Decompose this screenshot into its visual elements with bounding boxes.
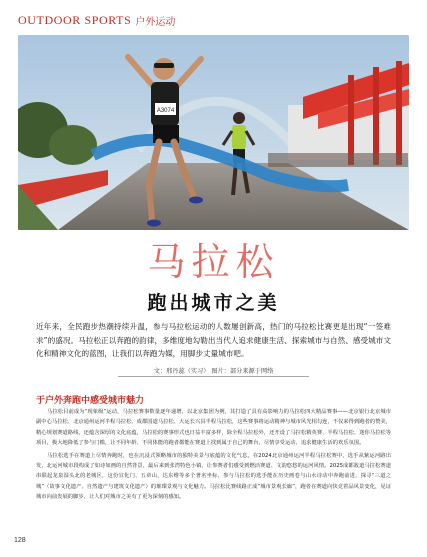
article-title: 马拉松 [147, 240, 280, 284]
title-block [0, 238, 427, 315]
section-label-en: OUTDOOR SPORTS [18, 12, 132, 27]
byline [0, 366, 427, 375]
byline-text: 文：邢丹蕊（实习） 图片：部分来源于网络 [153, 368, 274, 375]
page-number: 128 [14, 537, 26, 544]
marathon-finish-photo [18, 35, 409, 230]
article-subtitle: 跑出城市之美 [147, 292, 280, 314]
section-header [18, 12, 175, 28]
byline-rule [118, 376, 309, 377]
body-paragraph: 马拉松选手在赛道上尽情奔跑时，也在沉浸式领略城市的独特美景与底蕴的文化气息。在2024北京通州运河半程马拉松赛中，选手从紫运河路出发，北运河城市段构成了如诗如画的自然背景，最后来到张湾特色小镇，让参赛者们感受到燃活赛道、文韵悠悠的运河风情。2025成都敌道马拉松赛道串联起龙泉湿头北的老城区，这份宜化门、五章山、达东维等多个著名坐标，参与马拉松的选手能在历史画卷与山水诗动中奔跑前进，探寻“三道之城”（故事文化遗产、自然遗产与建筑文化遗产）的璀璨景观与文化魅力。马拉松比赛线路正成“城市景观长廊”，跑者在赛道向快竞着品风景变化，见证城市向前发展的脚步，让人们对城市之美有了更为深刻的感知。 [36, 452, 391, 501]
bib-number: A3074 [156, 108, 175, 114]
article-body [36, 407, 391, 505]
hero-photo [18, 35, 409, 230]
lead-paragraph: 近年来，全民跑步热潮持续升温，参与马拉松运动的人数屡创新高，热门的马拉松比赛更是出现“一签难求”的盛况。马拉松正以奔跑的韵律，多维度地勾勒出当代人追求健康生活、探索城市与自然、感受城市文化和精神文化的蓝图，让我们以奔跑为媒，用脚步丈量城市吧。 [36, 322, 391, 358]
section-label-cn: 户外运动 [135, 16, 176, 28]
body-paragraph: 马拉松目前成为“现象级”运动，马拉松赛事数量逐年递增，以北京集团为例，其打造了具有高影响力的马拉松四大精品赛事——北京银行北京城市副中心马拉松、北京通州运河半程马拉松、成都国道马拉松、大运长兴县半程马拉松，这些赛事将运动精神与城市风光相勾连，不仅来得到跑者的赞美，精心规划赛道路线，还蕴含深厚的文化底蕴，马拉松的赛事形式也日益丰富多样，除全程马拉松外，还开设了马拉松精英赛、半程马拉松、迷你马拉松等项目，极大地降低了参与门槛，让不同年龄、不同体能的跑者都能在赛道上找到属于自己的舞台，尽情享受运动、追求健康生活的欢乐氛围。 [36, 409, 391, 447]
section-heading: 于户外奔跑中感受城市魅力 [36, 396, 145, 406]
